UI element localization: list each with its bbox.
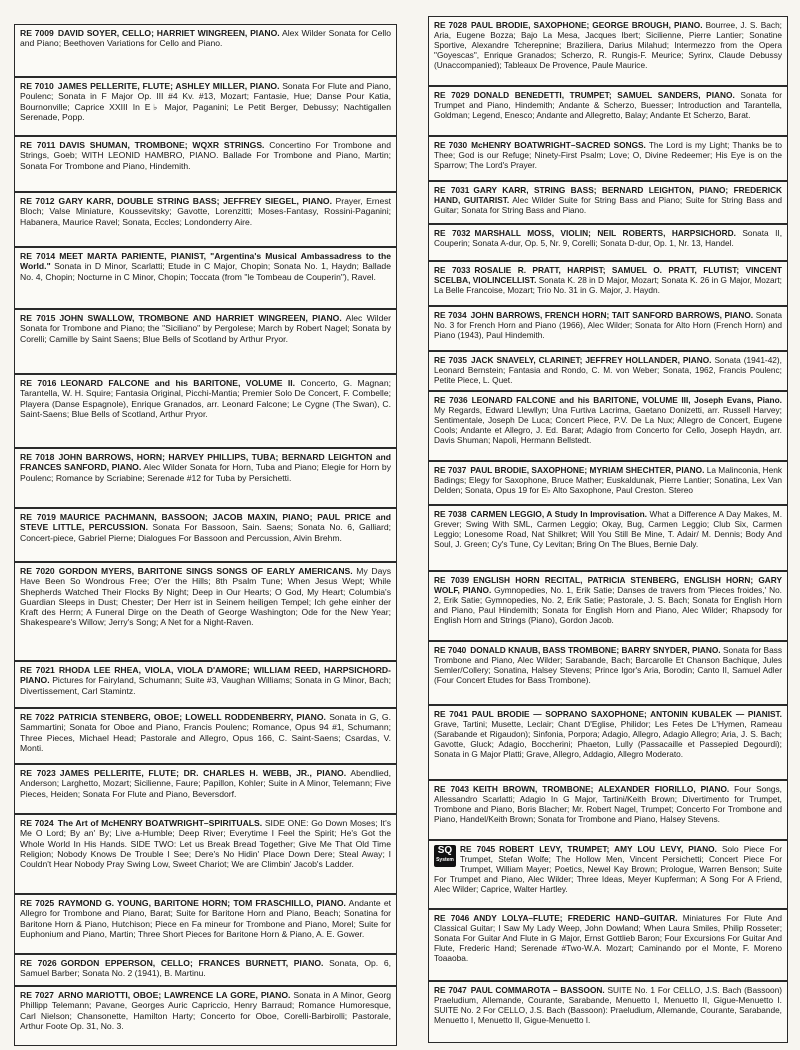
catalog-number: RE 7046 — [434, 913, 470, 923]
catalog-entry — [428, 306, 788, 351]
entry-heading: JOHN BARROWS, FRENCH HORN; TAIT SANFORD BARROWS, PIANO. — [470, 310, 754, 320]
entry-contents: Sonata (1941-42), Leonard Bernstein; Fantasia and Rondo, C. M. von Weber; Sonata, 1962, Francis Poulenc; Petite Piece, L. Quet. — [434, 355, 782, 386]
entry-contents: Alec Wilder Suite for String Bass and Piano; Suite for String Bass and Guitar; Sonata for String Bass and Piano. — [434, 195, 782, 216]
catalog-number: RE 7019 — [20, 512, 56, 522]
catalog-entry — [428, 909, 788, 981]
catalog-number: RE 7038 — [434, 509, 467, 519]
entry-contents: Sonata For Flute and Piano, Poulenc; Sonata in F Major Op. III #4 Kv. #13, Mozart; Fantasie, Hue; Danse Pour Katia, Bournonville; Caprice XXIII In E♭ Major, Paganini; Le Petit Berger, Debussy; Nachtigallen Serenade, Popp. — [20, 81, 391, 122]
entry-contents: Pictures for Fairyland, Schumann; Suite #3, Vaughan Williams; Sonata in G Minor, Bach; Divertissement, Carl Stamintz. — [20, 675, 391, 696]
catalog-entry — [14, 708, 397, 764]
catalog-entry — [14, 954, 397, 986]
catalog-entry — [14, 136, 397, 192]
catalog-entry — [14, 77, 397, 136]
entry-heading: MAURICE PACHMANN, BASSOON; JACOB MAXIN, PIANO; PAUL PRICE and STEVE LITTLE, PERCUSSION. — [20, 512, 391, 533]
entry-heading: DAVIS SHUMAN, TROMBONE; WQXR STRINGS. — [59, 140, 265, 150]
entry-heading: JACK SNAVELY, CLARINET; JEFFREY HOLLANDER, PIANO. — [470, 355, 712, 365]
catalog-entry — [428, 981, 788, 1043]
entry-contents: Bourree, J. S. Bach; Aria, Eugene Bozza; Bajo La Mesa, Jacques Ibert; Sicilienne, Pierre Lantier; Sonatine Sportive, Alexandre Tcherepnine; Braziliera, Darius Milahud; Intermezzo from the Opera "Goyescas", Enrique Granados; Scherzo, R. Rungis-F. Meurice; Syrinx, Claude Debussy (Unaccompanied); Tableaux De Provence, Paule Maurice. — [434, 20, 782, 71]
catalog-entry — [14, 448, 397, 508]
sq-logo-text: SQ — [437, 845, 453, 856]
entry-contents: Miniatures For Flute And Classical Guitar; I Saw My Lady Weep, John Dowland; When Laura Smiles, Philip Rosseter; Sonata For Guitar And Flute in G Major, Ernst Gottlieb Baron; Four Excursions For Guitar And Flute, Frederic Hand; Serenade #Two-W.A. Mozart; Caminando por el Monte, F. Moreno Toaaoba. — [434, 913, 782, 964]
catalog-number: RE 7039 — [434, 575, 470, 585]
catalog-number: RE 7047 — [434, 985, 467, 995]
catalog-entry — [14, 764, 397, 814]
catalog-number: RE 7018 — [20, 452, 55, 462]
entry-contents: SUITE No. 1 For CELLO, J.S. Bach (Bassoon) Praeludium, Allemande, Courante, Sarabande, Menuetto I, Menuetto II, Gigue-Menuetto I. SUITE No. 2 For CELLO, J.S. Bach (Bassoon): Praeludium, Allemande, Courante, Sarabande, Menuetto I, Menuetto II, Gigue-Menuetto I. — [434, 985, 782, 1026]
catalog-entry — [14, 986, 397, 1046]
entry-heading: PAUL BRODIE, SAXOPHONE; MYRIAM SHECHTER, PIANO. — [470, 465, 705, 475]
catalog-number: RE 7020 — [20, 566, 55, 576]
catalog-number: RE 7029 — [434, 90, 470, 100]
catalog-number: RE 7045 — [460, 844, 496, 854]
catalog-number: RE 7021 — [20, 665, 55, 675]
entry-heading: LEONARD FALCONE and his BARITONE, VOLUME III, Joseph Evans, Piano. — [471, 395, 782, 405]
entry-heading: GORDON EPPERSON, CELLO; FRANCES BURNETT, PIANO. — [60, 958, 324, 968]
entry-heading: CARMEN LEGGIO, A Study In Improvisation. — [470, 509, 647, 519]
entry-contents: Sonata for Trumpet and Piano, Hindemith; Andante & Scherzo, Buesser; Introduction and Tarantella, Goldman; Legend, Enesco; Andante and Allegretto, Balay; Andante Et Scherzo, Barat. — [434, 90, 782, 121]
catalog-entry — [428, 261, 788, 306]
entry-contents: Abendlied, Anderson; Larghetto, Mozart; Sicilienne, Faure; Papillon, Kohler; Suite in A Minor, Telemann; Five Pieces, Heiden; Sonata For Flute and Piano, Beversdorf. — [20, 768, 391, 799]
entry-contents: Four Songs, Allessandro Scarlatti; Adagio In G Major, Tartini/Keith Brown; Divertimento for Trumpet, Trombone and Piano, Boris Blacher; Mr. Robert Nagel, Trumpet; Concerto For Trombone and Piano, Handel/Keith Brown; Sonata for Trombone and Piano, Halsey Stevens. — [434, 784, 782, 825]
entry-contents: SIDE ONE: Go Down Moses; It's Me O Lord; By an' By; Live a-Humble; Deep River; Everytime I Feel the Spirit; He's Got the Whole World In His Hands. SIDE TWO: Let us Break Bread Together; Give Me That Old Time Religion; Nobody Knows De Trouble I See; Dere's No Hidin' Place Down Dere; Steal Away; I Couldn't Hear Nobody Pray Swing Low, Sweet Chariot; We are Climbin' Jacob's Ladder. — [20, 818, 392, 870]
catalog-entry — [14, 192, 397, 247]
entry-contents: Prayer, Ernest Bloch; Valse Miniature, Koussevitsky; Gavotte, Lorenzitti; Moses-Fantasy, Rossini-Paganini; Habanera, Maurice Ravel; Sonata, Eccles; Londonderry Aire. — [20, 196, 392, 227]
entry-contents: Sonata K. 28 in D Major, Mozart; Sonata K. 26 in G Major, Mozart; La Belle Francoise, Mozart; Trio No. 31 in G. Major, J. Haydn. — [434, 275, 782, 296]
catalog-number: RE 7035 — [434, 355, 467, 365]
catalog-number: RE 7022 — [20, 712, 55, 722]
entry-contents: Sonata, Op. 6, Samuel Barber; Sonata No. 2 (1941), B. Martinu. — [20, 958, 392, 979]
catalog-entry — [428, 391, 788, 461]
entry-contents: La Malinconia, Henk Badings; Elegy for Saxophone, Bruce Mather; Euskaldunak, Pierre Lantier; Sonatina, Lex Van Delden; Sonata, Opus 19 for E♭ Alto Saxophone, Paul Creston. Stereo — [434, 465, 782, 496]
entry-heading: GARY KARR, DOUBLE STRING BASS; JEFFREY SIEGEL, PIANO. — [58, 196, 332, 206]
catalog-number: RE 7032 — [434, 228, 471, 238]
entry-contents: Concerto, G. Magnan; Tarantella, W. H. Squire; Fantasia Original, Picchi-Mantia; Premier Solo De Concert, F. Combelle; Playera (Danse Espagnole), Enrique Granados, arr. Leonard Falcone; Le Cygne (The Swan), C. Saint-Saens; Blue Bells of Scotland, Arthur Pryor. — [20, 378, 391, 419]
catalog-entry — [428, 840, 788, 909]
catalog-number: RE 7037 — [434, 465, 467, 475]
catalog-number: RE 7030 — [434, 140, 468, 150]
entry-contents: My Days Have Been So Wondrous Free; O'er the Hills; 8th Psalm Tune; When Jesus Wept; While Shepherds Watched Their Flocks By Night; Deep in Our Hearts; O God, My Heart; Columbia's Guardian Sleeps in Dust; Chester; Der Herr ist in Seinem heiligen Tempel; Ich gehe einher der Kraft des Herrn; A Funeral Dirge on the Death of George Washington; Ode for the New Year; Shakespeare's Willow; Jerry's Song; A Net for a Night-Raven. — [20, 566, 391, 628]
catalog-entry — [14, 309, 397, 374]
catalog-entry — [14, 508, 397, 562]
entry-contents: Gymnopedies, No. 1, Erik Satie; Danses de travers from 'Pieces froides,' No. 2, Erik Satie; Gymnopedies, No. 2, Erik Satie; Pastorale, J. S. Bach; Sonata for English Horn and Piano, Paul Hindemith; Sonata for English Horn and Piano, Alec Wilder; Rhapsody for English Horn and Strings (Piano), Gordon Jacob. — [434, 585, 782, 626]
catalog-number: RE 7011 — [20, 140, 56, 150]
catalog-number: RE 7012 — [20, 196, 55, 206]
catalog-entry — [14, 247, 397, 309]
catalog-number: RE 7014 — [20, 251, 56, 261]
entry-heading: LEONARD FALCONE and his BARITONE, VOLUME II. — [60, 378, 296, 388]
catalog-number: RE 7009 — [20, 28, 54, 38]
entry-heading: DONALD BENEDETTI, TRUMPET; SAMUEL SANDERS, PIANO. — [473, 90, 735, 100]
entry-heading: MARSHALL MOSS, VIOLIN; NEIL ROBERTS, HARPSICHORD. — [474, 228, 736, 238]
entry-contents: Sonata in G, G. Sammartini; Sonata for Oboe and Piano, Francis Poulenc; Romance, Opus 94 #1, Schumann; Three Pieces, Michael Head; Pastorale and Allegro, Opus 166, C. Saint-Saens; Csardas, V. Monti. — [20, 712, 391, 753]
entry-contents: What a Difference A Day Makes, M. Grever; Swing With SML, Carmen Leggio; Okay, Bug, Carmen Leggio; Club Six, Carmen Leggio; Lonesome Road, Nat Shilkret; Will You Still Be Mine, T. Adair/ M. Dennis; Body And Soul, J. Green; Cy's Tune, Cy Levitan; Bring On The Blues, Bernie Daly. — [434, 509, 782, 550]
catalog-number: RE 7041 — [434, 709, 468, 719]
entry-heading: JAMES PELLERITE, FLUTE; DR. CHARLES H. WEBB, JR., PIANO. — [59, 768, 347, 778]
sq-logo-subtext: System — [436, 857, 454, 863]
entry-contents: Sonata in A Minor, Georg Phillipp Telemann; Pavane, Georges Auric Capriccio, Henry Barraud; Romance Humoresque, Carl Nielson; Chansonette, Hamilton Harty; Concerto for Oboe, Corelli-Barbirolli; Pastorale, Arthur Foote Op. 31, No. 3. — [20, 990, 391, 1031]
entry-heading: GORDON MYERS, BARITONE SINGS SONGS OF EARLY AMERICANS. — [58, 566, 353, 576]
catalog-entry — [14, 24, 397, 77]
entry-heading: McHENRY BOATWRIGHT–SACRED SONGS. — [471, 140, 646, 150]
entry-heading: ENGLISH HORN RECITAL, PATRICIA STENBERG, ENGLISH HORN; GARY WOLF, PIANO. — [434, 575, 783, 596]
entry-heading: PAUL BRODIE, SAXOPHONE; GEORGE BROUGH, PIANO. — [471, 20, 703, 30]
catalog-entry — [428, 641, 788, 705]
catalog-entry — [428, 505, 788, 571]
catalog-entry — [428, 86, 788, 136]
catalog-number: RE 7028 — [434, 20, 468, 30]
sq-system-logo — [434, 845, 456, 867]
catalog-number: RE 7027 — [20, 990, 54, 1000]
entry-heading: ROSALIE R. PRATT, HARPIST; SAMUEL O. PRATT, FLUTIST; VINCENT SCELBA, VIOLINCELLIST. — [434, 265, 782, 286]
catalog-entry — [14, 661, 397, 708]
catalog-entry — [428, 351, 788, 391]
entry-heading: JAMES PELLERITE, FLUTE; ASHLEY MILLER, PIANO. — [57, 81, 280, 91]
entry-contents: Solo Piece For Trumpet, Stefan Wolfe; The Hollow Men, Vincent Persichetti; Concert Piece For Trumpet, William Mayer; Poetics, Newel Kay Brown; Prologue, Warren Benson; Suite For Trumpet and Piano, Alec Wilder; Three Ideas, Meyer Kupferman; A Song For A Friend, Alec Wilder; Caprice, Walter Hartley. — [434, 844, 782, 895]
catalog-number: RE 7023 — [20, 768, 56, 778]
entry-heading: JOHN BARROWS, HORN; HARVEY PHILLIPS, TUBA; BERNARD LEIGHTON and FRANCES SANFORD, PIANO. — [20, 452, 391, 473]
entry-contents: Alec Wilder Sonata for Horn, Tuba and Piano; Elegie for Horn by Poulenc; Romance by Scriabine; Serenade #12 for Tuba by Persichetti. — [20, 462, 392, 483]
catalog-entry — [428, 780, 788, 840]
catalog-number: RE 7031 — [434, 185, 470, 195]
catalog-number: RE 7025 — [20, 898, 55, 908]
entry-heading: KEITH BROWN, TROMBONE; ALEXANDER FIORILLO, PIANO. — [472, 784, 730, 794]
entry-heading: JOHN SWALLOW, TROMBONE AND HARRIET WINGREEN, PIANO. — [59, 313, 342, 323]
entry-heading: GARY KARR, STRING BASS; BERNARD LEIGHTON, PIANO; FREDERICK HAND, GUITARIST. — [434, 185, 782, 206]
entry-contents: Sonata For Bassoon, Sain. Saens; Sonata No. 6, Galliard; Concert-piece, Gabriel Pierne; Dialogues For Bassoon and Percussion, Alvin Brehm. — [20, 522, 391, 543]
catalog-number: RE 7033 — [434, 265, 471, 275]
entry-heading: MEET MARTA PARIENTE, PIANIST, "Argentina's Musical Ambassadress to the World." — [20, 251, 391, 272]
catalog-entry — [428, 16, 788, 86]
entry-contents: Sonata for Bass Trombone and Piano, Alec Wilder; Sarabande, Bach; Barcarolle Et Chanson Bachique, Jules Semler/Collery; Sonatina, Halsey Stevens; Prince Igor's Aria, Borodin; Canto II, Samuel Adler (Four Concert Etudes for Bass Trombone). — [434, 645, 782, 686]
entry-heading: PAUL BRODIE — SOPRANO SAXOPHONE; ANTONIN KUBALEK — PIANIST. — [471, 709, 782, 719]
entry-heading: DAVID SOYER, CELLO; HARRIET WINGREEN, PIANO. — [57, 28, 280, 38]
catalog-entry — [14, 894, 397, 954]
catalog-entry — [14, 814, 397, 894]
entry-contents: The Lord is my Light; Thanks be to Thee; God is our Refuge; Ninety-First Psalm; Love; O, Divine Redeemer; His Eye is on the Sparrow; The Lord's Prayer. — [434, 140, 782, 171]
catalog-number: RE 7043 — [434, 784, 469, 794]
catalog-entry — [14, 562, 397, 661]
entry-contents: Sonata No. 3 for French Horn and Piano (1966), Alec Wilder; Sonata for Alto Horn (French Horn) and Piano (1943), Paul Hindemith. — [434, 310, 782, 341]
entry-heading: PATRICIA STENBERG, OBOE; LOWELL RODDENBERRY, PIANO. — [58, 712, 326, 722]
catalog-number: RE 7034 — [434, 310, 467, 320]
catalog-number: RE 7024 — [20, 818, 54, 828]
entry-heading: The Art of McHENRY BOATWRIGHT–SPIRITUALS. — [57, 818, 263, 828]
entry-heading: PAUL COMMAROTA – BASSOON. — [470, 985, 605, 995]
entry-heading: DONALD KNAUB, BASS TROMBONE; BARRY SNYDER, PIANO. — [470, 645, 721, 655]
catalog-number: RE 7026 — [20, 958, 57, 968]
entry-heading: ARNO MARIOTTI, OBOE; LAWRENCE LA GORE, PIANO. — [57, 990, 291, 1000]
entry-heading: RHODA LEE RHEA, VIOLA, VIOLA D'AMORE; WILLIAM REED, HARPSICHORD-PIANO. — [20, 665, 391, 686]
catalog-entry — [428, 571, 788, 641]
catalog-entry — [14, 374, 397, 448]
entry-contents: Alec Wilder Sonata for Trombone and Piano; the "Siciliano" by Pergolese; March by Robert Nagel; Sonata by Corelli; Camille by Saint Saens; Blue Bells of Scotland by Arthur Pryor. — [20, 313, 391, 344]
catalog-number: RE 7036 — [434, 395, 468, 405]
entry-contents: Sonata II, Couperin; Sonata A-dur, Op. 5, Nr. 9, Corelli; Sonata D-dur, Op. 1, Nr. 13, Handel. — [434, 228, 782, 249]
catalog-number: RE 7010 — [20, 81, 54, 91]
entry-heading: ANDY LOLYA–FLUTE; FREDERIC HAND–GUITAR. — [473, 913, 678, 923]
entry-contents: Concertino For Trombone and Strings, Goeb; WITH LEONID HAMBRO, PIANO. Ballade For Trombone and Piano, Martin; Sonata For Trombone and Piano, Hindemith. — [20, 140, 391, 171]
catalog-entry — [428, 705, 788, 780]
catalog-number: RE 7016 — [20, 378, 57, 388]
entry-contents: Alex Wilder Sonata for Cello and Piano; Beethoven Variations for Cello and Piano. — [20, 28, 391, 49]
entry-contents: My Regards, Edward Llewllyn; Una Furtiva Lacrima, Gaetano Donizetti, arr. Russell Harvey; Sentimentale, Joseph De Luca; Concert Piece, P.V. De La Nux; Allegro de Concert, Eugene Cools; Andante et Allegro, J. Ed. Barat; Adagio from Concerto for Cello, Joseph Haydn, arr. Davis Shuman; Napoli, Hermann Bellstedt. — [434, 405, 782, 446]
catalog-entry — [428, 181, 788, 224]
catalog-entry — [428, 224, 788, 261]
entry-contents: Grave, Tartini; Musette, Leclair; Chant D'Eglise, Philidor; Les Fetes De L'Hymen, Rameau (Sarabande et Rigaudon); Sinfonia, Porpora; Adagio, Allegro, Adagio Allegro; Aria, J. S. Bach; Gavotte, Gluck; Adagio, Boccherini; Phaeton, Lully (Passacaille et Passepied Degourdi); Sonata in G Major Platti; Grave, Allegro, Addagio, Allegro Moderato. — [434, 719, 782, 760]
entry-contents: Sonata in D Minor, Scarlatti; Etude in C Major, Chopin; Sonata No. 1, Haydn; Ballade No. 4, Chopin; Nocturne in C Minor, Chopin; Toccata (from "le Tombeau de Couperin"), Ravel. — [20, 261, 391, 282]
catalog-entry — [428, 136, 788, 181]
catalog-number: RE 7015 — [20, 313, 56, 323]
entry-heading: RAYMOND G. YOUNG, BARITONE HORN; TOM FRASCHILLO, PIANO. — [58, 898, 346, 908]
entry-heading: ROBERT LEVY, TRUMPET; AMY LOU LEVY, PIANO. — [499, 844, 717, 854]
catalog-entry — [428, 461, 788, 505]
entry-contents: Andante et Allegro for Trombone and Piano, Barat; Suite for Baritone Horn and Piano, Beach; Sonatina for Baritone Horn & Piano, Hutchison; Piece en Fa mineur for Trombone and Piano, Morel; Suite for Euphonium and Piano, Martin; Three Short Pieces for Baritone Horn & Piano, A. E. Gower. — [20, 898, 391, 939]
catalog-number: RE 7040 — [434, 645, 467, 655]
